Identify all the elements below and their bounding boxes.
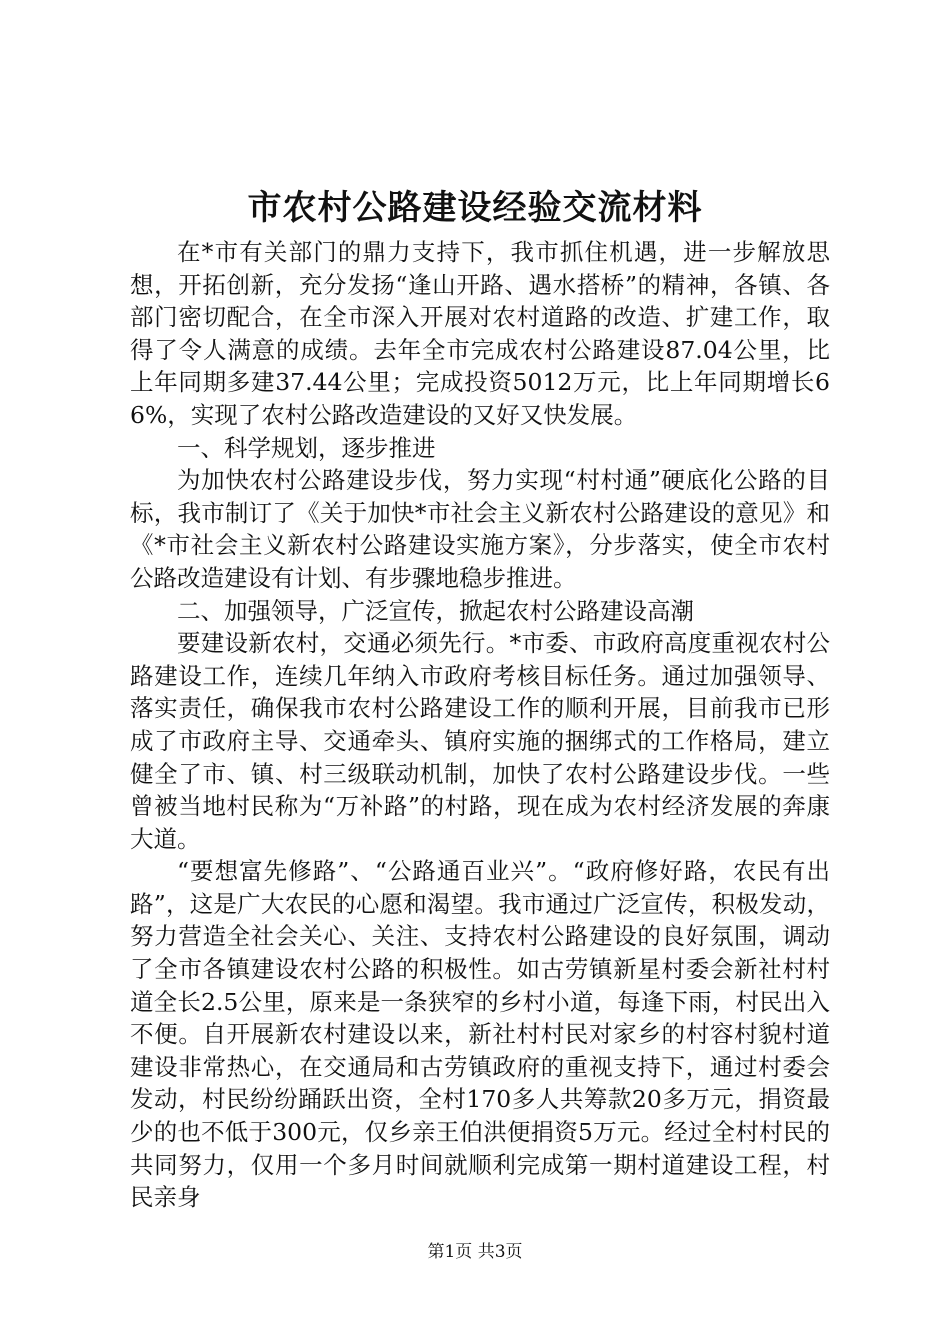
paragraph-section-1: 为加快农村公路建设步伐，努力实现“村村通”硬底化公路的目标，我市制订了《关于加快*市社会主义新农村公路建设的意见》和《*市社会主义新农村公路建设实施方案》，分步落实，使全市农村公路改造建设有计划、有步骤地稳步推进。 <box>130 466 830 592</box>
paragraph-intro: 在*市有关部门的鼎力支持下，我市抓住机遇，进一步解放思想，开拓创新，充分发扬“逢山开路、遇水搭桥”的精神，各镇、各部门密切配合，在全市深入开展对农村道路的改造、扩建工作，取得了令人满意的成绩。去年全市完成农村公路建设87.04公里，比上年同期多建37.44公里；完成投资5012万元，比上年同期增长66%，实现了农村公路改造建设的又好又快发展。 <box>130 238 830 429</box>
paragraph-section-2a: 要建设新农村，交通必须先行。*市委、市政府高度重视农村公路建设工作，连续几年纳入市政府考核目标任务。通过加强领导、落实责任，确保我市农村公路建设工作的顺利开展，目前我市已形成了市政府主导、交通牵头、镇府实施的捆绑式的工作格局，建立健全了市、镇、村三级联动机制，加快了农村公路建设步伐。一些曾被当地村民称为“万补路”的村路，现在成为农村经济发展的奔康大道。 <box>130 629 830 853</box>
document-title: 市农村公路建设经验交流材料 <box>247 188 703 228</box>
page-number-footer: 第1页 共3页 <box>427 1242 523 1262</box>
paragraph-section-2b: “要想富先修路”、“公路通百业兴”。“政府修好路，农民有出路”，这是广大农民的心愿和渴望。我市通过广泛宣传，积极发动，努力营造全社会关心、关注、支持农村公路建设的良好氛围，调动了全市各镇建设农村公路的积极性。如古劳镇新星村委会新社村村道全长2.5公里，原来是一条狭窄的乡村小道，每逢下雨，村民出入不便。自开展新农村建设以来，新社村村民对家乡的村容村貌村道建设非常热心，在交通局和古劳镇政府的重视支持下，通过村委会发动，村民纷纷踊跃出资，全村170多人共筹款20多万元，捐资最少的也不低于300元，仅乡亲王伯洪便捐资5万元。经过全村村民的共同努力，仅用一个多月时间就顺利完成第一期村道建设工程，村民亲身 <box>130 857 830 1212</box>
section-heading-1: 一、科学规划，逐步推进 <box>177 433 436 462</box>
section-heading-2: 二、加强领导，广泛宣传，掀起农村公路建设高潮 <box>177 596 694 625</box>
document-body <box>130 236 830 1214</box>
